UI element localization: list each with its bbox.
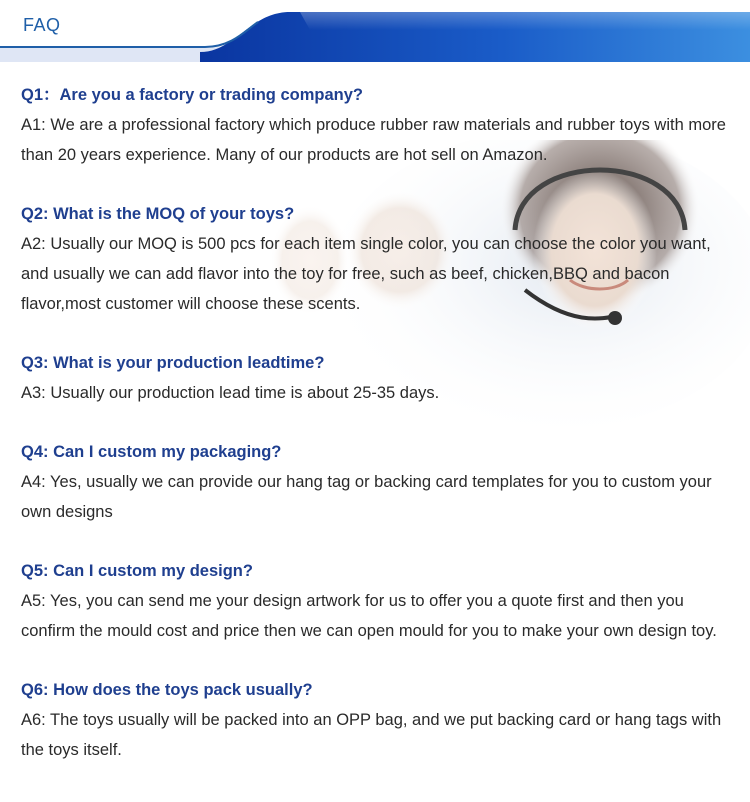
- faq-item-3: [21, 348, 736, 408]
- faq-question: Q1：Are you a factory or trading company?: [21, 86, 363, 104]
- faq-item-6: [21, 675, 736, 765]
- faq-question: Q2: What is the MOQ of your toys?: [21, 205, 295, 223]
- faq-answer: A2: Usually our MOQ is 500 pcs for each item single color, you can choose the color you want, and usually we can add flavor into the toy for free, such as beef, chicken,BBQ and bacon flavor,most customer will choose these scents.: [21, 235, 711, 313]
- faq-item-4: [21, 437, 736, 527]
- faq-list: [21, 80, 736, 794]
- faq-answer: A1: We are a professional factory which produce rubber raw materials and rubber toys with more than 20 years experience. Many of our products are hot sell on Amazon.: [21, 116, 726, 164]
- faq-item-1: [21, 80, 736, 170]
- faq-answer: A3: Usually our production lead time is about 25-35 days.: [21, 384, 440, 402]
- faq-banner: [0, 0, 750, 62]
- faq-question: Q4: Can I custom my packaging?: [21, 443, 282, 461]
- faq-answer: A5: Yes, you can send me your design artwork for us to offer you a quote first and then you confirm the mould cost and price then we can open mould for you to make your own design toy.: [21, 592, 717, 640]
- banner-swoosh: [0, 0, 750, 62]
- faq-item-5: [21, 556, 736, 646]
- faq-question: Q6: How does the toys pack usually?: [21, 681, 313, 699]
- page-title: FAQ: [23, 15, 61, 35]
- faq-question: Q3: What is your production leadtime?: [21, 354, 325, 372]
- faq-item-2: [21, 199, 736, 319]
- faq-answer: A4: Yes, usually we can provide our hang tag or backing card templates for you to custom your own designs: [21, 473, 712, 521]
- faq-question: Q5: Can I custom my design?: [21, 562, 253, 580]
- faq-answer: A6: The toys usually will be packed into an OPP bag, and we put backing card or hang tags with the toys itself.: [21, 711, 722, 759]
